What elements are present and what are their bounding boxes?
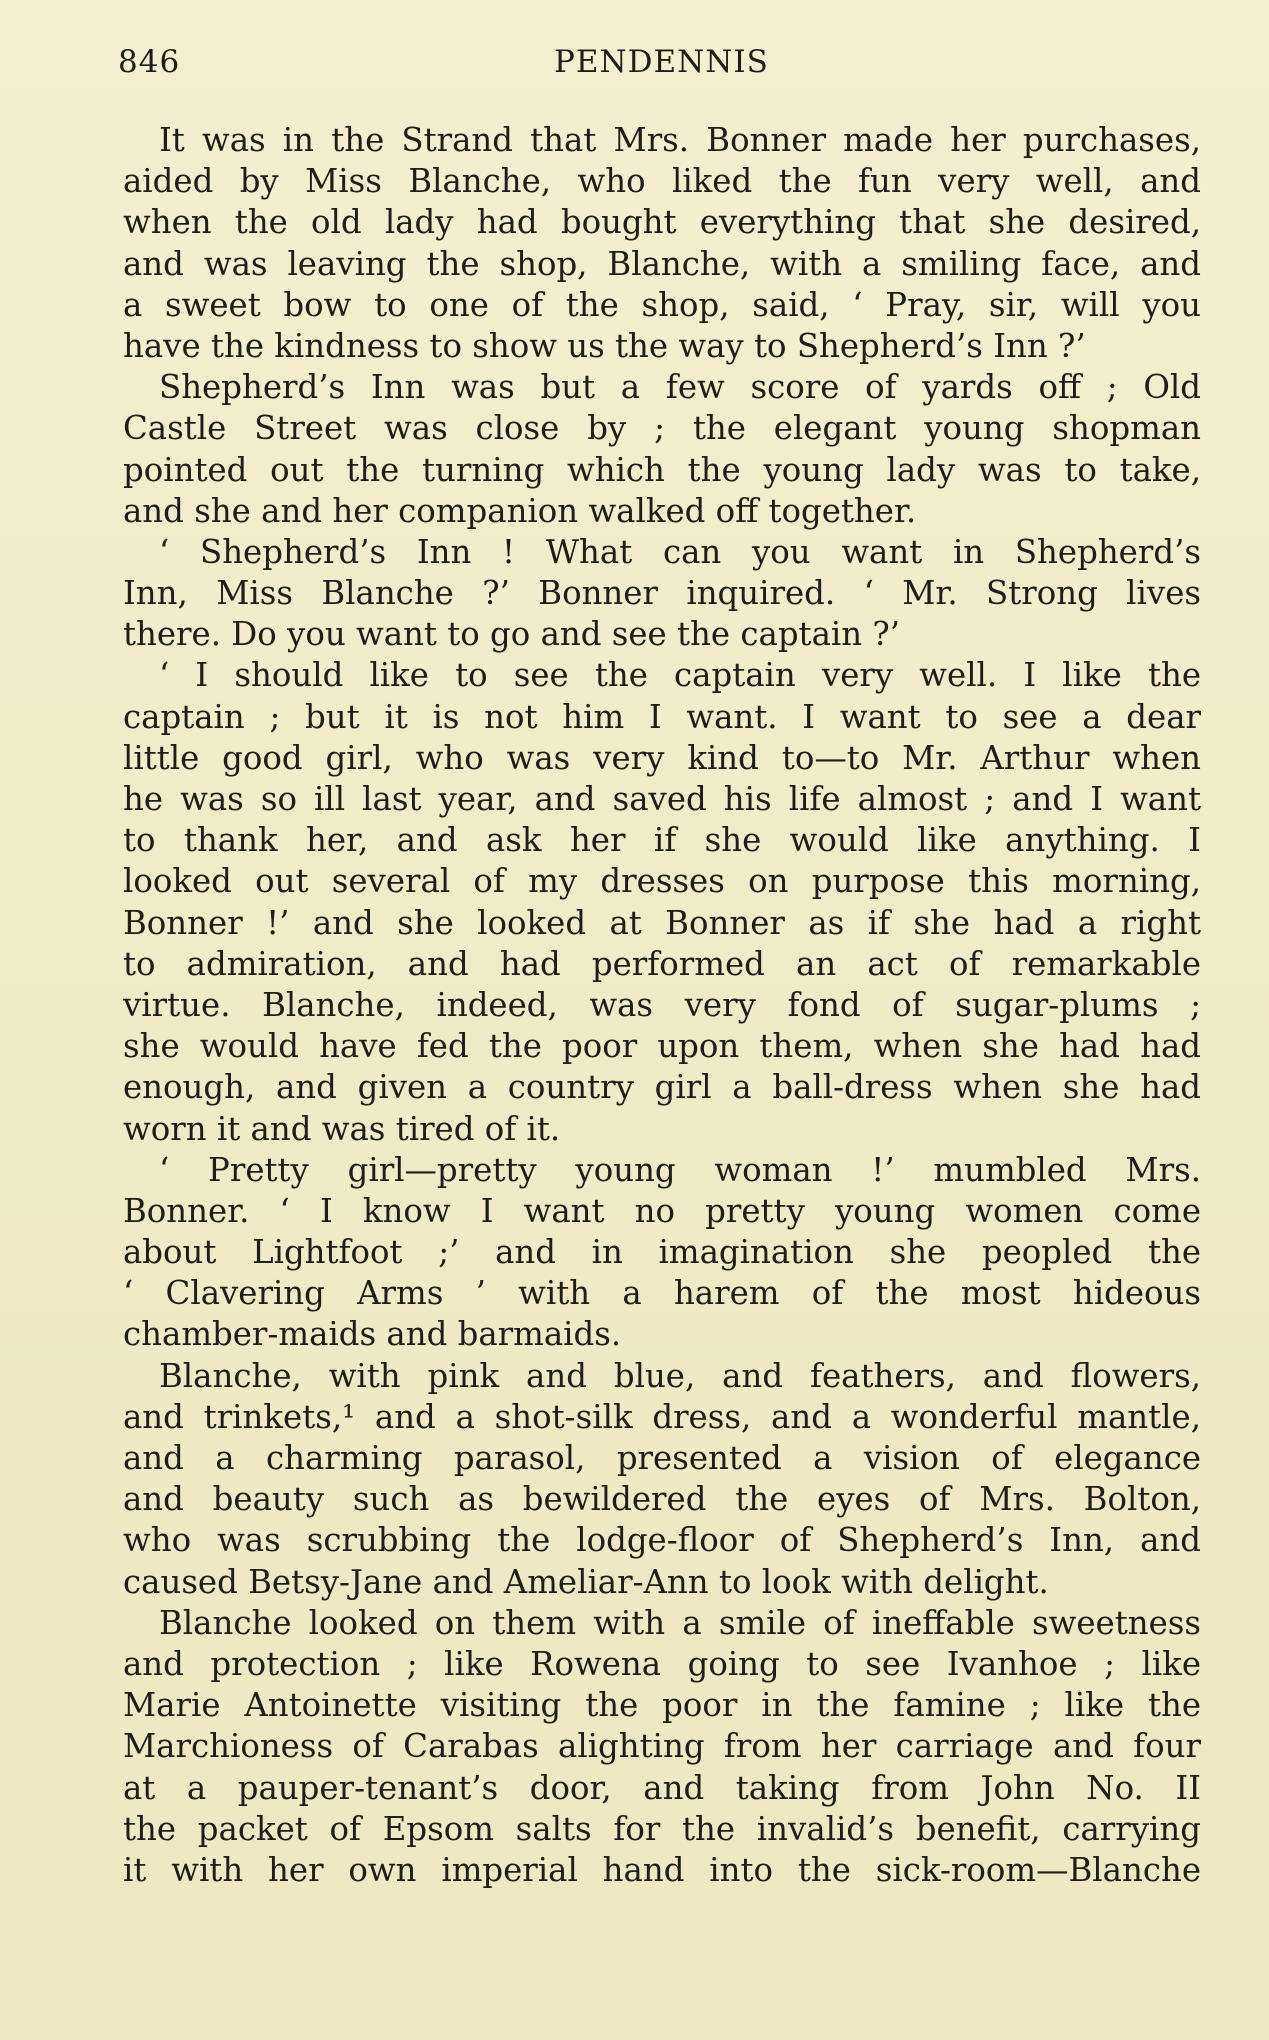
text-line: ‘ Shepherd’s Inn ! What can you want in Shepherd’s: [159, 532, 1201, 571]
text-line: Marie Antoinette visiting the poor in the famine ; like the: [123, 1686, 1201, 1725]
text-line: a sweet bow to one of the shop, said, ‘ Pray, sir, will you: [123, 285, 1201, 324]
text-line: have the kindness to show us the way to Shepherd’s Inn ?’: [123, 326, 1086, 365]
body-text: [123, 120, 1201, 1891]
text-line: to thank her, and ask her if she would like anything. I: [123, 821, 1201, 860]
text-line: ‘ Pretty girl—pretty young woman !’ mumbled Mrs.: [159, 1150, 1201, 1189]
page-header: [118, 44, 1198, 84]
text-line: Bonner !’ and she looked at Bonner as if she had a right: [123, 903, 1201, 942]
text-line: ‘ Clavering Arms ’ with a harem of the most hideous: [123, 1274, 1201, 1313]
text-line: worn it and was tired of it.: [123, 1109, 561, 1148]
text-line: Inn, Miss Blanche ?’ Bonner inquired. ‘ Mr. Strong lives: [123, 574, 1201, 613]
running-head: PENDENNIS: [554, 44, 769, 80]
text-line: looked out several of my dresses on purpose this morning,: [123, 862, 1201, 901]
text-line: It was in the Strand that Mrs. Bonner made her purchases,: [159, 121, 1201, 159]
text-line: to admiration, and had performed an act of remarkable: [123, 944, 1201, 983]
text-line: and trinkets,¹ and a shot-silk dress, and a wonderful mantle,: [123, 1397, 1201, 1436]
text-line: he was so ill last year, and saved his life almost ; and I want: [123, 780, 1201, 818]
text-line: Blanche, with pink and blue, and feathers, and flowers,: [159, 1356, 1201, 1395]
text-line: pointed out the turning which the young lady was to take,: [123, 450, 1201, 489]
text-line: aided by Miss Blanche, who liked the fun very well, and: [123, 162, 1201, 201]
text-line: Blanche looked on them with a smile of ineffable sweetness: [159, 1603, 1201, 1642]
text-line: and she and her companion walked off together.: [123, 491, 917, 530]
text-line: it with her own imperial hand into the sick-room—Blanche: [123, 1850, 1201, 1889]
text-line: caused Betsy-Jane and Ameliar-Ann to look with delight.: [123, 1562, 1049, 1601]
text-line: enough, and given a country girl a ball-dress when she had: [123, 1068, 1201, 1107]
text-line: and protection ; like Rowena going to see Ivanhoe ; like: [123, 1644, 1201, 1683]
page-number: 846: [118, 44, 181, 80]
text-line: Bonner. ‘ I know I want no pretty young women come: [123, 1191, 1201, 1230]
text-line: about Lightfoot ;’ and in imagination she peopled the: [123, 1233, 1201, 1272]
text-line: ‘ I should like to see the captain very well. I like the: [159, 656, 1201, 695]
text-line: at a pauper-tenant’s door, and taking from John No. II: [123, 1768, 1201, 1807]
text-line: and beauty such as bewildered the eyes of Mrs. Bolton,: [123, 1480, 1201, 1519]
text-line: who was scrubbing the lodge-floor of Shepherd’s Inn, and: [123, 1521, 1201, 1560]
text-line: and was leaving the shop, Blanche, with a smiling face, and: [123, 244, 1201, 283]
text-line: virtue. Blanche, indeed, was very fond of sugar-plums ;: [123, 985, 1201, 1024]
text-line: captain ; but it is not him I want. I want to see a dear: [123, 697, 1201, 736]
text-line: the packet of Epsom salts for the invalid’s benefit, carrying: [123, 1809, 1201, 1848]
text-line: little good girl, who was very kind to—to Mr. Arthur when: [123, 738, 1201, 777]
text-line: when the old lady had bought everything that she desired,: [123, 203, 1201, 242]
text-line: Shepherd’s Inn was but a few score of yards off ; Old: [159, 368, 1201, 407]
text-line: Castle Street was close by ; the elegant young shopman: [123, 409, 1201, 448]
text-line: there. Do you want to go and see the captain ?’: [123, 615, 901, 654]
text-line: she would have fed the poor upon them, when she had had: [123, 1027, 1201, 1066]
text-line: Marchioness of Carabas alighting from her carriage and four: [123, 1727, 1201, 1766]
text-line: chamber-maids and barmaids.: [123, 1315, 622, 1354]
text-line: and a charming parasol, presented a vision of elegance: [123, 1439, 1201, 1477]
